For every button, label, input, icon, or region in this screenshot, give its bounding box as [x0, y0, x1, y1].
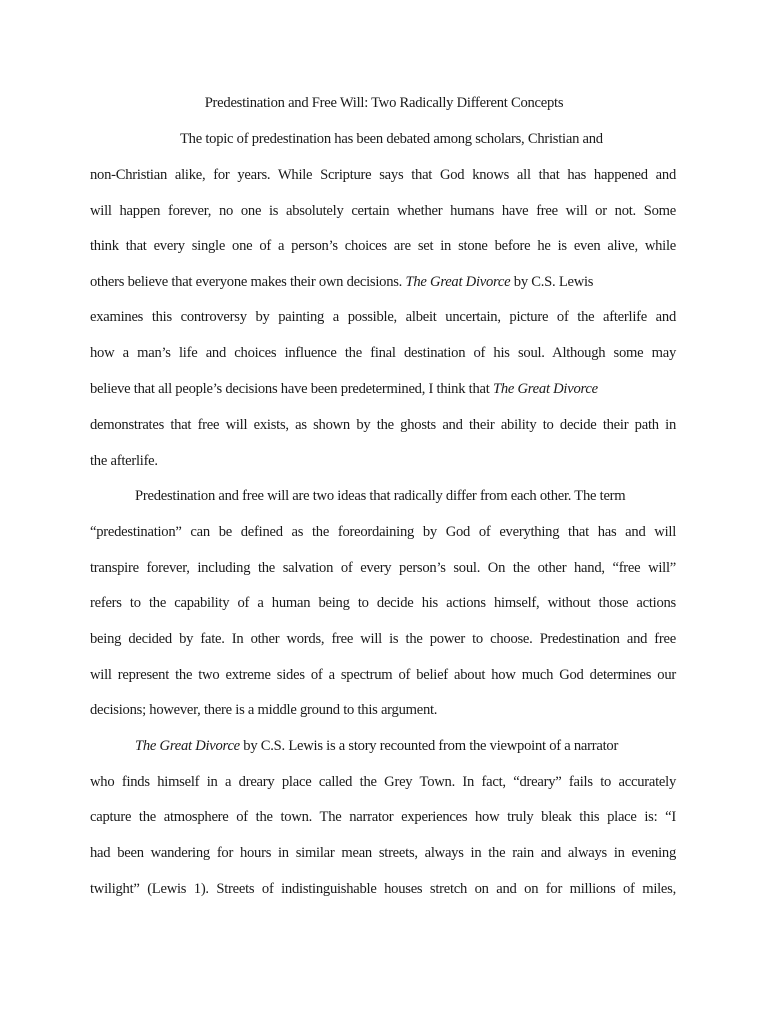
book-title: The Great Divorce [135, 738, 240, 754]
text-line: who finds himself in a dreary place called the Grey Town. In fact, “dreary” fails to accurately [90, 774, 676, 790]
text-line: the afterlife. [90, 453, 158, 469]
text-line: examines this controversy by painting a possible, albeit uncertain, picture of the afterlife and [90, 309, 676, 325]
text-line: think that every single one of a person’s choices are set in stone before he is even alive, while [90, 238, 676, 254]
text-line: being decided by fate. In other words, free will is the power to choose. Predestination and free [90, 631, 676, 647]
text-line: refers to the capability of a human being to decide his actions himself, without those actions [90, 595, 676, 611]
text-line: how a man’s life and choices influence the final destination of his soul. Although some may [90, 345, 676, 361]
text-line: capture the atmosphere of the town. The narrator experiences how truly bleak this place is: “I [90, 809, 676, 825]
book-title: The Great Divorce [405, 274, 511, 290]
document-title: Predestination and Free Will: Two Radically Different Concepts [204, 95, 564, 111]
text-line: non-Christian alike, for years. While Scripture says that God knows all that has happened and [90, 167, 676, 183]
text-line: The topic of predestination has been debated among scholars, Christian and [180, 131, 603, 147]
text-line: decisions; however, there is a middle ground to this argument. [90, 702, 438, 718]
text-line: demonstrates that free will exists, as shown by the ghosts and their ability to decide their path in [90, 417, 676, 433]
text-line: had been wandering for hours in similar mean streets, always in the rain and always in evening [90, 845, 676, 861]
text-line: “predestination” can be defined as the foreordaining by God of everything that has and will [90, 524, 676, 540]
text-line: Predestination and free will are two ideas that radically differ from each other. The term [135, 488, 626, 504]
text-line: will happen forever, no one is absolutely certain whether humans have free will or not. Some [90, 203, 676, 219]
book-title: The Great Divorce [492, 381, 598, 397]
text-line: transpire forever, including the salvation of every person’s soul. On the other hand, “free will” [90, 560, 676, 576]
text-line: twilight” (Lewis 1). Streets of indistinguishable houses stretch on and on for millions of miles, [90, 881, 676, 897]
text-line: believe that all people’s decisions have been predetermined, I think that The Great Divorce [90, 381, 598, 397]
text-line: will represent the two extreme sides of a spectrum of belief about how much God determines our [90, 667, 676, 683]
text-line: others believe that everyone makes their own decisions. The Great Divorce by C.S. Lewis [90, 274, 594, 290]
text-line: The Great Divorce by C.S. Lewis is a story recounted from the viewpoint of a narrator [135, 738, 619, 754]
